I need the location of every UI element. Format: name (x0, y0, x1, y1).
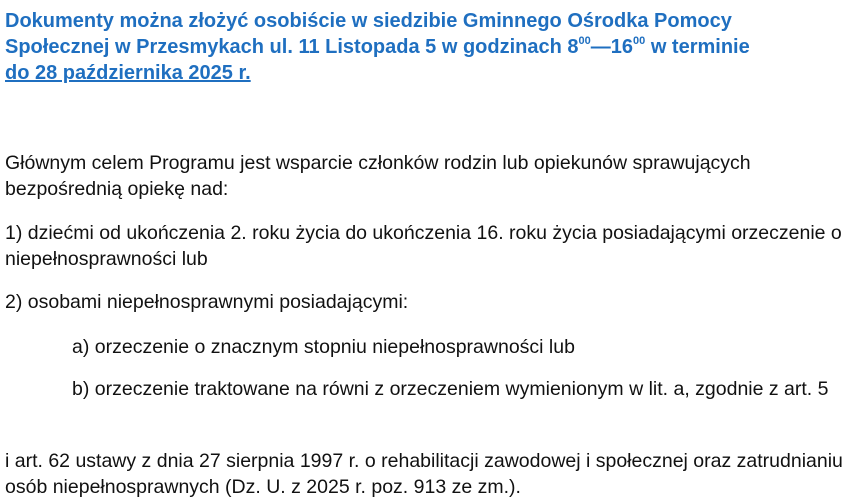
notice-line-1: Dokumenty można złożyć osobiście w siedzibie Gminnego Ośrodka Pomocy (5, 10, 732, 32)
legal-reference-paragraph: i art. 62 ustawy z dnia 27 sierpnia 1997 r. o rehabilitacji zawodowej i społecznej oraz zatrudnianiu osób niepełnosprawnych (Dz. U. z 2025 r. poz. 913 ze zm.). (5, 450, 843, 498)
notice-line-2-start: Społecznej w Przesmykach ul. 11 Listopada 5 w godzinach 8 (5, 36, 579, 58)
sub-item-a: a) orzeczenie o znacznym stopniu niepełnosprawności lub (72, 336, 575, 358)
list-item-disabled-persons: 2) osobami niepełnosprawnymi posiadającymi: (5, 291, 409, 313)
hour-start-superscript: 00 (578, 35, 591, 47)
list-item-children: 1) dziećmi od ukończenia 2. roku życia do ukończenia 16. roku życia posiadającymi orzeczenie o niepełnosprawności lub (5, 222, 842, 270)
document-page (5, 0, 850, 498)
deadline-date: do 28 października 2025 r. (5, 62, 251, 84)
hour-range-dash: —16 (590, 36, 634, 58)
program-goal-paragraph: Głównym celem Programu jest wsparcie członków rodzin lub opiekunów sprawujących bezpośrednią opiekę nad: (5, 152, 751, 200)
hour-end-superscript: 00 (633, 35, 646, 47)
submission-notice (5, 0, 850, 86)
notice-line-2-end: w terminie (645, 36, 750, 58)
sub-item-b: b) orzeczenie traktowane na równi z orzeczeniem wymienionym w lit. a, zgodnie z art. 5 (72, 378, 829, 400)
